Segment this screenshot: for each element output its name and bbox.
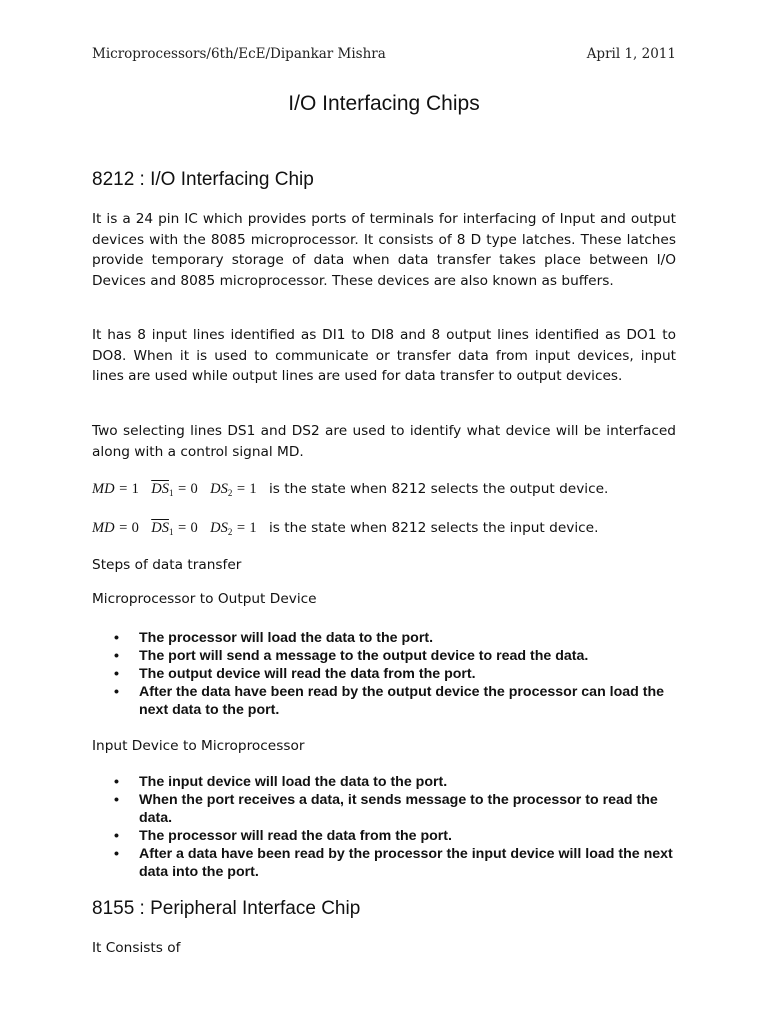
output-steps-list [92, 629, 676, 719]
paragraph-8212-select: Two selecting lines DS1 and DS2 are used to identify what device will be interfaced along with a control signal MD. [92, 423, 676, 460]
eq-ds1: $\overline{DS}_1 = 0$ [151, 481, 198, 498]
eq-ds1: $\overline{DS}_1 = 0$ [151, 520, 198, 537]
list-item: • When the port receives a data, it sends message to the processor to read the data. [114, 792, 658, 826]
list-item: • The output device will read the data from the port. [114, 666, 476, 682]
paragraph-8155-intro: It Consists of [92, 940, 181, 956]
list-item: • The processor will load the data to the port. [114, 630, 434, 646]
eq-ds2: $DS_2 = 1$ [210, 481, 257, 498]
subheading-input: Input Device to Microprocessor [92, 738, 305, 754]
document-title: I/O Interfacing Chips [288, 92, 480, 115]
eq-ds2: $DS_2 = 1$ [210, 520, 257, 537]
paragraph-8212-lines: It has 8 input lines identified as DI1 to DI8 and 8 output lines identified as DO1 to DO8. When it is used to communicate or transfer data from input devices, input lines are used while output lines are used for data transfer to output devices. [92, 327, 676, 384]
bullet-icon: • [114, 684, 119, 700]
input-steps-list [92, 773, 676, 881]
bullet-icon: • [114, 630, 119, 646]
bullet-icon: • [114, 774, 119, 790]
bullet-icon: • [114, 846, 119, 862]
page-header [92, 46, 676, 62]
eq-output-text: is the state when 8212 selects the output device. [269, 481, 609, 497]
list-item: • After the data have been read by the output device the processor can load the next data to the port. [114, 684, 665, 718]
eq-md: MD = 0 [92, 520, 139, 536]
list-item: • The port will send a message to the output device to read the data. [114, 648, 589, 664]
bullet-icon: • [114, 648, 119, 664]
section-heading-8212: 8212 : I/O Interfacing Chip [92, 169, 314, 190]
header-date: April 1, 2011 [586, 46, 676, 62]
section-heading-8155: 8155 : Peripheral Interface Chip [92, 898, 361, 919]
eq-md: MD = 1 [92, 481, 139, 497]
header-course: Microprocessors/6th/EcE/Dipankar Mishra [92, 46, 386, 62]
steps-label: Steps of data transfer [92, 557, 242, 573]
list-item: • After a data have been read by the processor the input device will load the next data into the port. [114, 846, 673, 880]
equation-output-state [92, 479, 676, 504]
eq-input-text: is the state when 8212 selects the input device. [269, 520, 599, 536]
bullet-icon: • [114, 792, 119, 808]
list-item: • The input device will load the data to the port. [114, 774, 448, 790]
subheading-output: Microprocessor to Output Device [92, 591, 317, 607]
list-item: • The processor will read the data from the port. [114, 828, 452, 844]
bullet-icon: • [114, 666, 119, 682]
bullet-icon: • [114, 828, 119, 844]
equation-input-state [92, 518, 676, 543]
paragraph-8212-intro: It is a 24 pin IC which provides ports of terminals for interfacing of Input and output devices with the 8085 microprocessor. It consists of 8 D type latches. These latches provide temporary storage of data when data transfer takes place between I/O Devices and 8085 microprocessor. These devices are also known as buffers. [92, 211, 676, 289]
